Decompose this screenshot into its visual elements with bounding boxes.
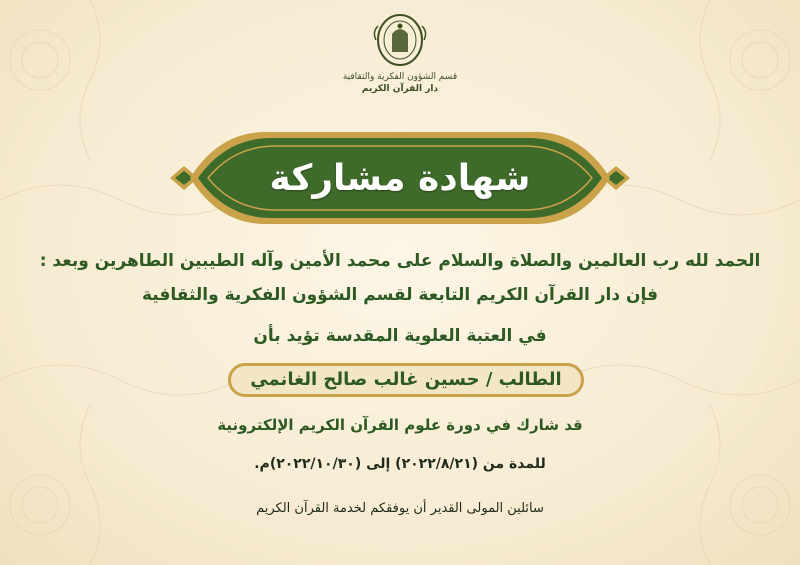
- seal-caption-line2: دار القرآن الكريم: [361, 84, 439, 94]
- shrine-line: في العتبة العلوية المقدسة تؤيد بأن: [253, 326, 547, 346]
- recipient-name: الطالب / حسين غالب صالح الغانمي: [250, 369, 562, 390]
- seal-caption: [320, 72, 480, 95]
- issuer-line: فإن دار القرآن الكريم التابعة لقسم الشؤون الفكرية والثقافية: [141, 285, 659, 305]
- period-line: للمدة من (٢٠٢٢/٨/٢١) إلى (٢٠٢٢/١٠/٣٠)م.: [254, 456, 546, 472]
- certificate-title: شهادة مشاركة: [269, 158, 531, 199]
- course-line: قد شارك في دورة علوم القرآن الكريم الإلكترونية: [217, 416, 583, 434]
- prayer-line: سائلين المولى القدير أن يوفقكم لخدمة القرآن الكريم: [256, 501, 544, 516]
- praise-line: الحمد لله رب العالمين والصلاة والسلام على محمد الأمين وآله الطيبين الطاهرين وبعد :: [39, 251, 761, 271]
- seal-caption-line1: قسم الشؤون الفكرية والثقافية: [342, 72, 458, 82]
- seal-emblem: [364, 12, 436, 68]
